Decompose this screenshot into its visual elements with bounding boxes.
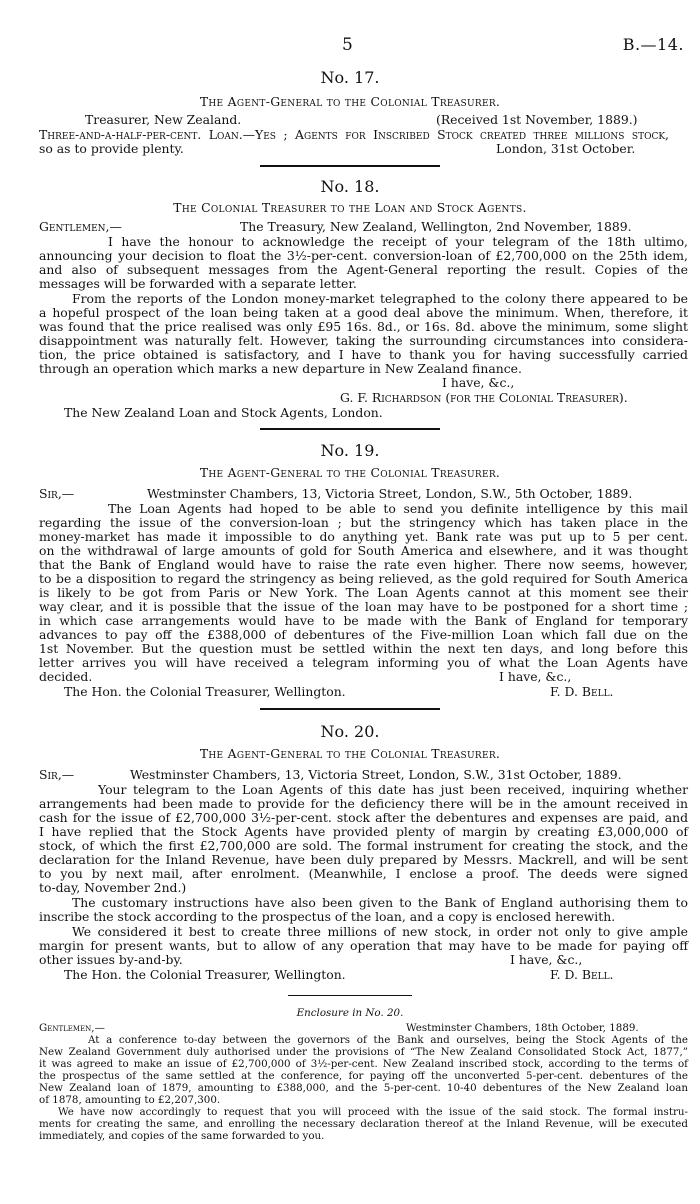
doc18-text-line: and also of subsequent messages from the Agent-General reporting the result. Copies of the [39,262,688,277]
doc18-text-line: disappointment was naturally felt. However, taking the surrounding circumstances into considera- [39,333,688,348]
doc19-text-line: that the Bank of England would have to raise the rate even higher. There now seems, however, [39,557,688,572]
doc18-text-line: was found that the price realised was only £95 16s. 8d., or 16s. 8d. above the minimum, some slight [39,319,688,334]
doc20-text-line: cash for the issue of £2,700,000 3½-per-cent. stock after the debentures and expenses are paid, and [39,810,688,825]
doc19-addressee: The Hon. the Colonial Treasurer, Wellington. [64,684,346,699]
doc17-place-date: London, 31st October. [496,141,636,156]
section-divider [260,708,440,710]
doc17-received: (Received 1st November, 1889.) [436,112,638,127]
doc18-number: No. 18. [320,177,380,196]
doc19-address: Westminster Chambers, 13, Victoria Street, London, S.W., 5th October, 1889. [147,486,633,501]
doc19-text-line: money-market has made it impossible to do anything yet. Bank rate was put up to 5 per cent. [39,529,688,544]
doc19-text-line: regarding the issue of the conversion-loan ; but the stringency which has taken place in the [39,515,688,530]
doc19-heading: The Agent-General to the Colonial Treasurer. [199,465,501,480]
doc19-signature: F. D. Bell. [550,684,614,699]
doc19-text-line: 1st November. But the question must be settled within the next ten days, and long before this [39,641,688,656]
enclosure-text-line: We have now accordingly to request that you will proceed with the issue of the said stock. The formal instru- [58,1106,688,1118]
enclosure-text-line: immediately, and copies of the same forwarded to you. [39,1130,325,1142]
doc19-text-line: way clear, and it is possible that the issue of the loan may have to be postponed for a short time ; [39,599,688,614]
doc20-text-line: declaration for the Inland Revenue, have been duly prepared by Messrs. Mackrell, and will be sent [39,852,688,867]
doc18-signature: G. F. Richardson (for the Colonial Treasurer). [340,390,628,405]
doc20-text-line: margin for present wants, but to allow of any operation that may have to be made for paying off [39,938,688,953]
enclosure-text-line: ments for creating the same, and enrolling the necessary declaration thereof at the Inland Revenue, will be executed [39,1118,688,1130]
section-divider [260,428,440,430]
doc19-text-line: The Loan Agents had hoped to be able to send you definite intelligence by this mail [108,501,688,516]
doc18-text-line: through an operation which marks a new departure in New Zealand finance. [39,361,522,376]
doc18-heading: The Colonial Treasurer to the Loan and Stock Agents. [173,200,527,215]
doc18-text-line: tion, the price obtained is satisfactory, and I have to thank you for having successfully carried [39,347,688,362]
doc19-number: No. 19. [320,441,380,460]
doc20-salutation: Sir,— [39,767,75,782]
doc17-to: Treasurer, New Zealand. [85,112,242,127]
doc18-address: The Treasury, New Zealand, Wellington, 2nd November, 1889. [240,219,632,234]
enclosure-title: Enclosure in No. 20. [296,1007,404,1019]
doc20-text-line: Your telegram to the Loan Agents of this date has just been received, inquiring whether [98,782,688,797]
doc20-text-line: We considered it best to create three millions of new stock, in order not only to give ample [72,924,688,939]
doc19-salutation: Sir,— [39,486,75,501]
doc20-text-line: stock, of which the first £2,700,000 are sold. The formal instrument for creating the stock, and the [39,838,688,853]
doc20-signature: F. D. Bell. [550,967,614,982]
enclosure-address: Westminster Chambers, 18th October, 1889. [406,1022,639,1034]
enclosure-text-line: New Zealand Government duly authorised under the provisions of “The New Zealand Consolidated Stock Act, 1877,” [39,1046,688,1058]
doc18-text-line: a hopeful prospect of the loan being taken at a good deal above the minimum. When, therefore, it [39,305,688,320]
doc19-text-line: is likely to be got from Paris or New York. The Loan Agents cannot at this moment see their [39,585,688,600]
doc19-text-line: letter arrives you will have received a telegram informing you of what the Loan Agents have [39,655,688,670]
doc19-text-line: on the withdrawal of large amounts of gold for South America and elsewhere, and it was thought [39,543,688,558]
doc19-text-line: decided. [39,669,93,684]
doc17-line1: Three-and-a-half-per-cent. Loan.—Yes ; Agents for Inscribed Stock created three millions stock, [39,127,669,142]
doc17-heading: The Agent-General to the Colonial Treasurer. [199,94,501,109]
doc20-text-line: The customary instructions have also been given to the Bank of England authorising them to [72,895,688,910]
doc20-text-line: to you by next mail, after enrolment. (Meanwhile, I enclose a proof. The deeds were signed [39,866,688,881]
doc17-line2: so as to provide plenty. [39,141,184,156]
document-reference: B.—14. [622,35,684,54]
enclosure-text-line: of 1878, amounting to £2,207,300. [39,1094,221,1106]
doc18-addressee: The New Zealand Loan and Stock Agents, London. [64,405,383,420]
page-number: 5 [342,35,353,55]
enclosure-text-line: New Zealand loan of 1879, amounting to £388,000, and the 5-per-cent. 10-40 debentures of the New Zealand loan [39,1082,688,1094]
doc20-text-line: arrangements had been made to provide for the deficiency there will be in the amount received in [39,796,688,811]
doc20-text-line: to-day, November 2nd.) [39,880,187,895]
doc18-text-line: messages will be forwarded with a separate letter. [39,276,357,291]
doc18-closing: I have, &c., [442,375,515,390]
doc18-text-line: From the reports of the London money-market telegraphed to the colony there appeared to be [72,291,688,306]
doc19-text-line: in which case arrangements would have to be made with the Bank of England for temporary [39,613,688,628]
doc20-number: No. 20. [320,722,380,741]
section-divider [260,165,440,167]
doc18-salutation: Gentlemen,— [39,219,122,234]
doc18-text-line: I have the honour to acknowledge the receipt of your telegram of the 18th ultimo, [108,234,688,249]
doc19-text-line: advances to pay off the £388,000 of debentures of the Five-million Loan which fall due on the [39,627,688,642]
enclosure-divider [288,995,412,996]
enclosure-salutation: Gentlemen,— [39,1022,105,1034]
doc20-heading: The Agent-General to the Colonial Treasurer. [199,746,501,761]
enclosure-text-line: At a conference to-day between the governors of the Bank and ourselves, being the Stock Agents of the [88,1034,688,1046]
doc18-text-line: announcing your decision to float the 3½-per-cent. conversion-loan of £2,700,000 on the 25th idem, [39,248,688,263]
doc17-number: No. 17. [320,68,380,87]
doc20-address: Westminster Chambers, 13, Victoria Street, London, S.W., 31st October, 1889. [130,767,622,782]
enclosure-text-line: the prospectus of the same settled at the conference, for paying off the unconverted 5-per-cent. debentures of the [39,1070,688,1082]
doc19-text-line: to be a disposition to regard the stringency as being relieved, as the gold required for South America [39,571,688,586]
enclosure-text-line: it was agreed to make an issue of £2,700,000 of 3½-per-cent. New Zealand inscribed stock, according to the terms of [39,1058,688,1070]
doc20-text-line: inscribe the stock according to the prospectus of the loan, and a copy is enclosed herewith. [39,909,616,924]
doc20-text-line: I have replied that the Stock Agents have provided plenty of margin by creating £3,000,000 of [39,824,688,839]
doc20-closing: I have, &c., [510,952,583,967]
doc20-text-line: other issues by-and-by. [39,952,183,967]
doc20-addressee: The Hon. the Colonial Treasurer, Wellington. [64,967,346,982]
doc19-closing: I have, &c., [499,669,572,684]
